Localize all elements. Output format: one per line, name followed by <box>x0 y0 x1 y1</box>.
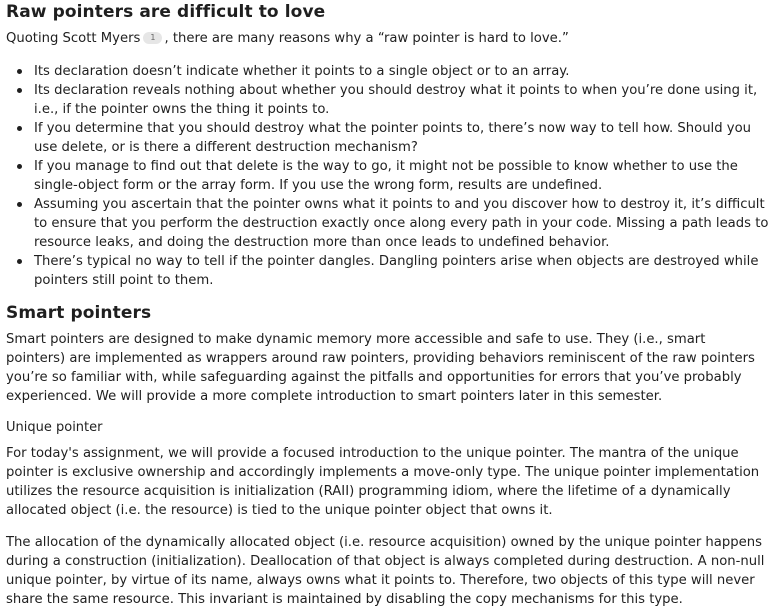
list-item: There’s typical no way to tell if the pointer dangles. Dangling pointers arise when objects are destroyed while pointers still point to them. <box>34 252 778 290</box>
list-item: If you determine that you should destroy what the pointer points to, there’s now way to tell how. Should you use delete, or is there a different destruction mechanism? <box>34 119 778 157</box>
list-item: Assuming you ascertain that the pointer owns what it points to and you discover how to destroy it, it’s difficult to ensure that you perform the destruction exactly once along every path in your code. Missing a path leads to resource leaks, and doing the destruction more than once leads to undefined behavior. <box>34 195 778 252</box>
citation-badge[interactable]: 1 <box>143 32 162 44</box>
section-heading-smart-pointers: Smart pointers <box>6 303 152 323</box>
unique-pointer-paragraph-1: For today's assignment, we will provide a focused introduction to the unique pointer. The mantra of the unique pointer is exclusive ownership and accordingly implements a move-only type. The unique pointer implementation utilizes the resource acquisition is initialization (RAII) programming idiom, where the lifetime of a dynamically allocated object (i.e. the resource) is tied to the unique pointer object that owns it. <box>6 446 760 518</box>
section-heading-raw-pointers: Raw pointers are difficult to love <box>6 2 326 22</box>
quote-intro-rest: , there are many reasons why a “raw pointer is hard to love.” <box>164 31 569 46</box>
quote-intro-text: Quoting Scott Myers <box>6 31 141 46</box>
section-heading-unique-pointer: Unique pointer <box>6 420 103 435</box>
unique-pointer-paragraph-2: The allocation of the dynamically allocated object (i.e. resource acquisition) owned by the unique pointer happens during a construction (initialization). Deallocation of that object is always completed during destruction. A non-null unique pointer, by virtue of its name, always owns what it points to. Therefore, two objects of this type will never share the same resource. This invariant is maintained by disabling the copy mechanisms for this type. <box>6 535 765 607</box>
list-item: Its declaration reveals nothing about whether you should destroy what it points to when you’re done using it, i.e., if the pointer owns the thing it points to. <box>34 81 778 119</box>
list-item: If you manage to find out that delete is the way to go, it might not be possible to know whether to use the single-object form or the array form. If you use the wrong form, results are undefined. <box>34 157 778 195</box>
quote-intro <box>6 29 569 48</box>
list-item: Its declaration doesn’t indicate whether it points to a single object or to an array. <box>34 62 778 81</box>
smart-pointers-paragraph: Smart pointers are designed to make dynamic memory more accessible and safe to use. They (i.e., smart pointers) are implemented as wrappers around raw pointers, providing behaviors reminiscent of the raw pointers you’re so familiar with, while safeguarding against the pitfalls and opportunities for errors that you’ve probably experienced. We will provide a more complete introduction to smart pointers later in this semester. <box>6 332 755 404</box>
reasons-list <box>6 62 778 290</box>
